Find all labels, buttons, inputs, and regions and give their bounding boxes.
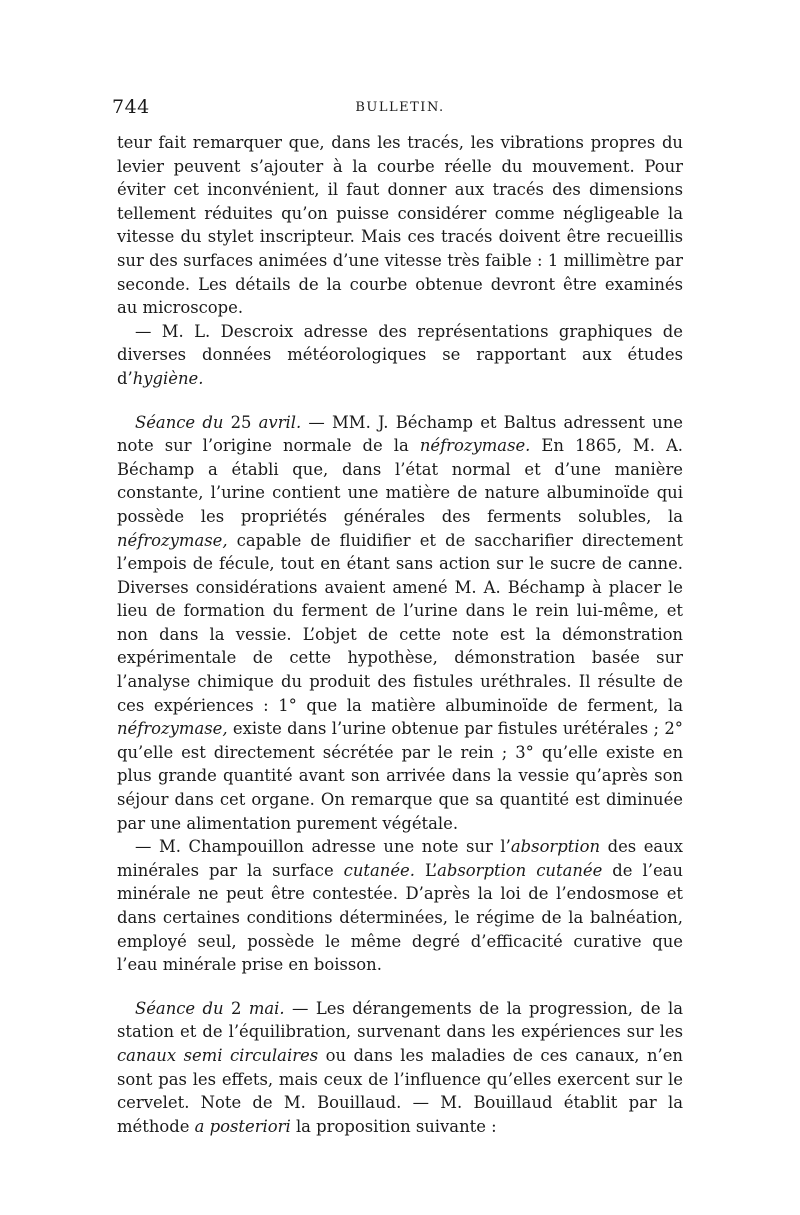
body-text <box>117 131 683 1138</box>
italic-run: a posteriori <box>194 1116 291 1136</box>
italic-run: cutanée. <box>343 860 415 880</box>
text-run: teur fait remarquer que, dans les tracés, les vibrations propres du levier peuvent s’ajouter à la courbe réelle du mouvement. Pour éviter cet inconvénient, il faut donner aux tracés des dimensions tellement réduites qu’on puisse considérer comme négligeable la vitesse du stylet inscripteur. Mais ces tracés doivent être recueillis sur des surfaces animées d’une vitesse très faible : 1 millimètre par seconde. Les détails de la courbe obtenue devront être examinés au microscope. <box>117 133 683 318</box>
italic-run: Séance du <box>135 998 232 1018</box>
text-run: L’ <box>414 860 438 880</box>
paragraph-seance-2-mai <box>117 997 683 1139</box>
text-run: — MM. J. Béchamp et Baltus adressent une note sur l’origine normale de la <box>117 412 683 456</box>
text-run: ou dans les maladies de ces canaux, n’en sont pas les effets, mais ceux de l’influence qu’elles exercent sur le cervelet. Note de M. Bouillaud. — M. Bouillaud établit par la méthode <box>117 1045 683 1136</box>
page-number: 744 <box>112 96 150 118</box>
text-run: capable de fluidifier et de saccharifier directement l’empois de fécule, tout en étant sans action sur le sucre de canne. Diverses considérations avaient amené M. A. Béchamp à placer le lieu de formation du ferment de l’urine dans le rein lui-même, et non dans la vessie. L’objet de cette note est la démonstration expérimentale de cette hypothèse, démonstration basée sur l’analyse chimique du produit des fistules uréthrales. Il résulte de ces expériences : 1° que la matière albuminoïde de ferment, la <box>117 530 683 715</box>
paragraph-champouillon <box>117 835 683 977</box>
italic-run: hygiène. <box>132 368 204 388</box>
text-run: existe dans l’urine obtenue par fistules urétérales ; 2° qu’elle est directement sécrétée par le rein ; 3° qu’elle existe en plus grande quantité avant son arrivée dans la vessie qu’après son séjour dans cet organe. On remarque que sa quantité est diminuée par une alimentation purement végétale. <box>117 719 683 833</box>
text-run: la proposition suivante : <box>290 1116 497 1136</box>
italic-run: absorption cutanée <box>437 860 603 880</box>
paragraph-tracing-continuation <box>117 131 683 320</box>
paragraph-seance-25-avril <box>117 411 683 836</box>
text-run: 2 <box>231 998 249 1018</box>
text-run: — Les dérangements de la progression, de la station et de l’équilibration, survenant dans les expériences sur les <box>117 998 684 1042</box>
italic-run: néfrozymase, <box>117 530 228 550</box>
paragraph-descroix <box>117 320 683 391</box>
text-run: 25 <box>230 412 259 432</box>
running-title: BULLETIN. <box>355 100 445 115</box>
page-header <box>112 96 688 124</box>
italic-run: mai. <box>248 998 285 1018</box>
italic-run: canaux semi circulaires <box>117 1045 319 1065</box>
italic-run: avril. <box>258 412 302 432</box>
text-run: En 1865, M. A. Béchamp a établi que, dans l’état normal et d’une manière constante, l’urine contient une matière de nature albuminoïde qui possède les propriétés générales des ferments solubles, la <box>117 436 684 526</box>
italic-run: absorption <box>510 837 601 857</box>
text-run: — M. Champouillon adresse une note sur l’ <box>135 837 511 857</box>
text-run: des eaux minérales par la surface <box>117 837 684 880</box>
italic-run: Séance du <box>135 412 231 432</box>
text-run: — M. L. Descroix adresse des représentations graphiques de diverses données météorologiques se rapportant aux études d’ <box>117 321 683 388</box>
text-run: de l’eau minérale ne peut être contestée. D’après la loi de l’endosmose et dans certaines conditions déterminées, le régime de la balnéation, employé seul, possède le même degré d’efficacité curative que l’eau minérale prise en boisson. <box>117 860 683 975</box>
italic-run: néfrozymase, <box>117 719 228 739</box>
italic-run: néfrozymase. <box>419 436 531 456</box>
